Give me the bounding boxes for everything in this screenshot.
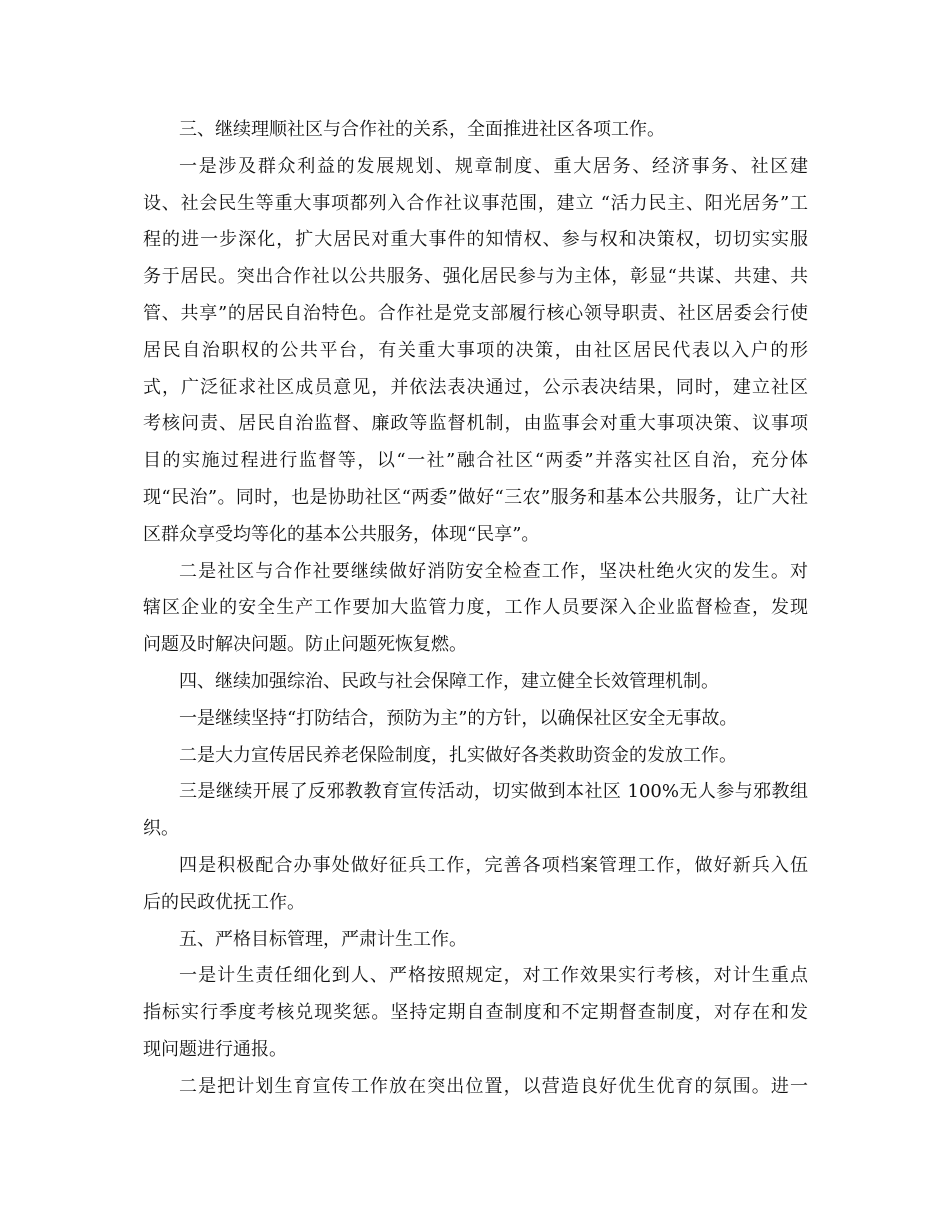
- text-line: 指标实行季度考核兑现奖惩。坚持定期自查制度和不定期督查制度，对存在和发: [143, 1002, 808, 1024]
- text-line: 现问题进行通报。: [143, 1038, 287, 1060]
- text-line: 式，广泛征求社区成员意见，并依法表决通过，公示表决结果，同时，建立社区: [143, 376, 808, 398]
- text-line: 一是继续坚持“打防结合，预防为主”的方针，以确保社区安全无事故。: [179, 707, 738, 729]
- text-line: 务于居民。突出合作社以公共服务、强化居民参与为主体，彰显“共谋、共建、共: [143, 266, 808, 288]
- text-line: 二是社区与合作社要继续做好消防安全检查工作，坚决杜绝火灾的发生。对: [179, 560, 808, 582]
- text-line: 辖区企业的安全生产工作要加大监管力度，工作人员要深入企业监督检查，发现: [143, 597, 808, 619]
- text-line: 五、严格目标管理，严肃计生工作。: [179, 928, 467, 950]
- text-line: 四、继续加强综治、民政与社会保障工作，建立健全长效管理机制。: [179, 670, 719, 692]
- text-line: 问题及时解决问题。防止问题死恢复燃。: [143, 634, 467, 656]
- text-line: 一是涉及群众利益的发展规划、规章制度、重大居务、经济事务、社区建: [179, 155, 808, 177]
- text-line: 设、社会民生等重大事项都列入合作社议事范围，建立 “活力民主、阳光居务”工: [143, 192, 808, 214]
- text-line: 织。: [143, 818, 179, 840]
- text-line: 居民自治职权的公共平台，有关重大事项的决策，由社区居民代表以入户的形: [143, 339, 808, 361]
- text-line: 考核问责、居民自治监督、廉政等监督机制，由监事会对重大事项决策、议事项: [143, 413, 808, 435]
- document-body: [143, 112, 808, 1106]
- text-line: 目的实施过程进行监督等，以“一社”融合社区“两委”并落实社区自治，充分体: [143, 450, 808, 472]
- text-line: 区群众享受均等化的基本公共服务，体现“民享”。: [143, 523, 540, 545]
- text-line: 二是大力宣传居民养老保险制度，扎实做好各类救助资金的发放工作。: [179, 744, 737, 766]
- text-line: 程的进一步深化，扩大居民对重大事件的知情权、参与权和决策权，切切实实服: [143, 229, 808, 251]
- text-line: 管、共享”的居民自治特色。合作社是党支部履行核心领导职责、社区居委会行使: [143, 302, 808, 324]
- text-line: 一是计生责任细化到人、严格按照规定，对工作效果实行考核，对计生重点: [179, 965, 808, 987]
- text-line: 二是把计划生育宣传工作放在突出位置，以营造良好优生优育的氛围。进一: [179, 1075, 808, 1097]
- text-line: 三、继续理顺社区与合作社的关系，全面推进社区各项工作。: [179, 119, 665, 140]
- text-line: 现“民治”。同时，也是协助社区“两委”做好“三农”服务和基本公共服务，让广大社: [143, 486, 808, 508]
- text-line: 后的民政优抚工作。: [143, 891, 305, 913]
- text-line: 四是积极配合办事处做好征兵工作，完善各项档案管理工作，做好新兵入伍: [179, 854, 808, 876]
- text-line: 三是继续开展了反邪教教育宣传活动，切实做到本社区 100%无人参与邪教组: [179, 781, 808, 803]
